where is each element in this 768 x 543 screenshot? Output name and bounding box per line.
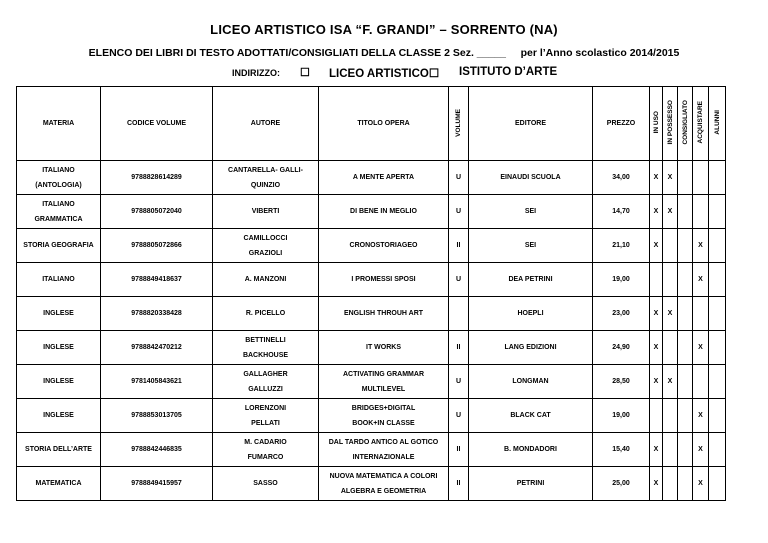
- cell-prezzo-text: 14,70: [612, 208, 630, 215]
- cell-alunni: [709, 263, 726, 297]
- cell-prezzo: [593, 161, 650, 195]
- cell-titolo: [319, 365, 449, 399]
- cell-autore-line: A. MANZONI: [244, 276, 287, 283]
- cell-autore-line: VIBERTI: [251, 208, 280, 215]
- cell-in-uso: [650, 195, 663, 229]
- cell-materia-line: INGLESE: [43, 344, 74, 351]
- cell-autore-line: QUINZIO: [250, 181, 281, 189]
- cell-titolo-line: ENGLISH THROUH ART: [343, 310, 424, 317]
- cell-autore: [213, 399, 319, 433]
- cell-materia: [17, 297, 101, 331]
- cell-editore-text: B. MONDADORI: [504, 446, 557, 453]
- cell-titolo: [319, 399, 449, 433]
- cell-editore-text: BLACK CAT: [510, 412, 551, 419]
- cell-acquistare: [693, 399, 709, 433]
- cell-titolo: [319, 467, 449, 501]
- cell-autore-line: CAMILLOCCI: [243, 234, 288, 242]
- cell-volume: [449, 433, 469, 467]
- table-row: [17, 467, 726, 501]
- cell-consigliato: [678, 467, 693, 501]
- cell-consigliato: [678, 263, 693, 297]
- column-header-in-possesso: IN POSSESSO: [663, 87, 678, 161]
- cell-editore-text: SEI: [524, 208, 537, 215]
- cell-volume: [449, 161, 469, 195]
- cell-acquistare: [693, 263, 709, 297]
- cell-autore-line: GALLUZZI: [248, 385, 283, 393]
- cell-codice: [101, 399, 213, 433]
- cell-codice-text: 9788828614289: [131, 174, 182, 181]
- cell-codice-text: 9788842470212: [131, 344, 182, 351]
- cell-materia-line: INGLESE: [43, 412, 74, 419]
- cell-editore-text: SEI: [524, 242, 537, 249]
- cell-prezzo: [593, 195, 650, 229]
- cell-prezzo-text: 19,00: [612, 412, 630, 419]
- cell-prezzo-text: 28,50: [612, 378, 630, 385]
- cell-in-possesso: [663, 467, 678, 501]
- cell-editore: [469, 433, 593, 467]
- cell-materia: [17, 331, 101, 365]
- cell-volume: [449, 229, 469, 263]
- cell-alunni: [709, 365, 726, 399]
- table-row: [17, 229, 726, 263]
- cell-titolo-line: CRONOSTORIAGEO: [349, 242, 418, 249]
- cell-consigliato: [678, 297, 693, 331]
- column-header-titolo: TITOLO OPERA: [319, 87, 449, 161]
- column-header-materia: MATERIA: [17, 87, 101, 161]
- cell-consigliato: [678, 195, 693, 229]
- cell-codice: [101, 467, 213, 501]
- cell-codice-text: 9788842446835: [131, 446, 182, 453]
- indirizzo-label: INDIRIZZO:: [232, 68, 280, 78]
- cell-codice: [101, 365, 213, 399]
- cell-titolo-line: BRIDGES+DIGITAL: [351, 404, 416, 412]
- column-header-volume: VOLUME: [449, 87, 469, 161]
- cell-editore: [469, 331, 593, 365]
- cell-prezzo-text: 15,40: [612, 446, 630, 453]
- books-table: [16, 86, 726, 501]
- cell-in-possesso-text: X: [667, 174, 673, 181]
- cell-titolo-line: ALGEBRA E GEOMETRIA: [340, 487, 427, 495]
- cell-in-possesso: [663, 399, 678, 433]
- cell-alunni: [709, 229, 726, 263]
- cell-in-possesso: [663, 331, 678, 365]
- document-subtitle: [0, 47, 768, 59]
- cell-codice-text: 9788805072866: [131, 242, 182, 249]
- cell-materia: [17, 467, 101, 501]
- cell-consigliato: [678, 331, 693, 365]
- cell-autore-line: BETTINELLI: [245, 336, 286, 344]
- cell-prezzo-text: 21,10: [612, 242, 630, 249]
- cell-in-uso-text: X: [653, 480, 659, 487]
- cell-alunni: [709, 161, 726, 195]
- cell-editore-text: PETRINI: [516, 480, 545, 487]
- cell-in-possesso: [663, 365, 678, 399]
- cell-in-uso: [650, 433, 663, 467]
- cell-consigliato: [678, 433, 693, 467]
- cell-autore: [213, 297, 319, 331]
- cell-materia: [17, 161, 101, 195]
- cell-prezzo: [593, 433, 650, 467]
- cell-autore: [213, 161, 319, 195]
- cell-editore: [469, 297, 593, 331]
- cell-titolo-line: IT WORKS: [366, 344, 401, 351]
- cell-editore-text: LANG EDIZIONI: [504, 344, 557, 351]
- cell-titolo-line: BOOK+IN CLASSE: [352, 419, 415, 427]
- cell-titolo: [319, 161, 449, 195]
- cell-materia: [17, 399, 101, 433]
- cell-titolo: [319, 297, 449, 331]
- cell-prezzo-text: 25,00: [612, 480, 630, 487]
- cell-acquistare-text: X: [698, 344, 703, 351]
- cell-autore: [213, 195, 319, 229]
- table-row: [17, 331, 726, 365]
- cell-materia-line: INGLESE: [43, 310, 74, 317]
- cell-editore-text: EINAUDI SCUOLA: [500, 174, 561, 181]
- cell-volume-text: U: [455, 276, 462, 283]
- cell-prezzo: [593, 399, 650, 433]
- cell-in-uso-text: X: [653, 344, 659, 351]
- cell-materia-line: ITALIANO: [42, 276, 75, 283]
- column-header-alunni: ALUNNI: [709, 87, 726, 161]
- cell-autore: [213, 433, 319, 467]
- cell-acquistare: [693, 195, 709, 229]
- cell-titolo-line: A MENTE APERTA: [352, 174, 415, 181]
- cell-in-uso: [650, 297, 663, 331]
- cell-editore: [469, 365, 593, 399]
- cell-in-uso-text: X: [653, 174, 659, 181]
- cell-codice-text: 9788853013705: [131, 412, 182, 419]
- cell-prezzo-text: 24,90: [612, 344, 630, 351]
- cell-editore-text: LONGMAN: [512, 378, 549, 385]
- cell-in-uso: [650, 161, 663, 195]
- cell-titolo-line: DAL TARDO ANTICO AL GOTICO: [328, 438, 439, 446]
- cell-acquistare: [693, 365, 709, 399]
- cell-codice: [101, 229, 213, 263]
- cell-in-uso-text: X: [653, 378, 659, 385]
- cell-in-uso: [650, 263, 663, 297]
- cell-acquistare: [693, 331, 709, 365]
- cell-codice-text: 9781405843621: [131, 378, 182, 385]
- cell-volume: [449, 297, 469, 331]
- cell-volume-text: U: [455, 412, 462, 419]
- cell-volume-text: II: [456, 242, 461, 249]
- cell-alunni: [709, 297, 726, 331]
- table-row: [17, 365, 726, 399]
- table-body: [17, 161, 726, 501]
- school-title: LICEO ARTISTICO ISA “F. GRANDI” – SORRENTO (NA): [210, 22, 558, 37]
- cell-volume: [449, 331, 469, 365]
- cell-prezzo: [593, 297, 650, 331]
- cell-prezzo: [593, 365, 650, 399]
- cell-materia: [17, 433, 101, 467]
- cell-in-possesso: [663, 161, 678, 195]
- cell-in-uso: [650, 467, 663, 501]
- cell-in-possesso-text: X: [667, 208, 673, 215]
- cell-alunni: [709, 195, 726, 229]
- cell-autore: [213, 365, 319, 399]
- cell-acquistare: [693, 433, 709, 467]
- table-row: [17, 399, 726, 433]
- cell-acquistare-text: X: [698, 480, 703, 487]
- cell-materia: [17, 195, 101, 229]
- cell-acquistare-text: X: [698, 446, 703, 453]
- cell-codice: [101, 195, 213, 229]
- cell-acquistare-text: X: [698, 242, 703, 249]
- cell-titolo-line: INTERNAZIONALE: [352, 453, 415, 461]
- cell-volume-text: II: [456, 344, 461, 351]
- table-header-row: [17, 87, 726, 161]
- cell-titolo: [319, 229, 449, 263]
- cell-in-possesso: [663, 433, 678, 467]
- cell-prezzo-text: 34,00: [612, 174, 630, 181]
- cell-in-possesso-text: X: [667, 378, 673, 385]
- column-header-in-uso: IN USO: [650, 87, 663, 161]
- cell-prezzo-text: 23,00: [612, 310, 630, 317]
- cell-editore: [469, 399, 593, 433]
- cell-codice-text: 9788805072040: [131, 208, 182, 215]
- table-row: [17, 161, 726, 195]
- cell-autore-line: FUMARCO: [247, 453, 284, 461]
- cell-autore: [213, 467, 319, 501]
- cell-acquistare-text: X: [698, 276, 703, 283]
- cell-acquistare: [693, 161, 709, 195]
- cell-titolo-line: NUOVA MATEMATICA A COLORI: [329, 472, 438, 480]
- cell-acquistare-text: X: [698, 412, 703, 419]
- cell-titolo: [319, 195, 449, 229]
- cell-titolo: [319, 331, 449, 365]
- cell-consigliato: [678, 229, 693, 263]
- column-header-codice: CODICE VOLUME: [101, 87, 213, 161]
- cell-in-uso: [650, 331, 663, 365]
- cell-materia-line: MATEMATICA: [35, 480, 82, 487]
- cell-autore-line: BACKHOUSE: [242, 351, 289, 359]
- cell-codice: [101, 297, 213, 331]
- cell-autore: [213, 331, 319, 365]
- cell-in-uso: [650, 399, 663, 433]
- cell-titolo-line: I PROMESSI SPOSI: [351, 276, 416, 283]
- checkbox-icon: ☐: [300, 67, 310, 79]
- cell-acquistare: [693, 467, 709, 501]
- cell-codice: [101, 331, 213, 365]
- cell-autore-line: LORENZONI: [244, 404, 287, 412]
- cell-editore: [469, 195, 593, 229]
- cell-volume: [449, 467, 469, 501]
- cell-volume-text: U: [455, 174, 462, 181]
- option-istituto-arte: ISTITUTO D’ARTE: [459, 66, 558, 78]
- cell-volume: [449, 195, 469, 229]
- cell-alunni: [709, 467, 726, 501]
- option-liceo-artistico: LICEO ARTISTICO☐: [329, 68, 440, 80]
- table-row: [17, 195, 726, 229]
- cell-editore: [469, 229, 593, 263]
- cell-in-uso: [650, 365, 663, 399]
- cell-autore-line: CANTARELLA- GALLI-: [228, 166, 303, 174]
- cell-alunni: [709, 331, 726, 365]
- cell-materia-line: ITALIANO: [42, 200, 75, 208]
- cell-editore-text: HOEPLI: [517, 310, 544, 317]
- cell-materia-line: GRAMMATICA: [34, 215, 83, 223]
- column-header-prezzo: PREZZO: [593, 87, 650, 161]
- cell-volume-text: II: [456, 446, 461, 453]
- table-row: [17, 433, 726, 467]
- cell-volume: [449, 263, 469, 297]
- table-row: [17, 263, 726, 297]
- cell-autore-line: GRAZIOLI: [248, 249, 283, 257]
- cell-acquistare: [693, 229, 709, 263]
- cell-codice-text: 9788820338428: [131, 310, 182, 317]
- cell-consigliato: [678, 161, 693, 195]
- cell-titolo-line: MULTILEVEL: [361, 385, 406, 393]
- cell-materia: [17, 365, 101, 399]
- column-header-editore: EDITORE: [469, 87, 593, 161]
- cell-titolo-line: DI BENE IN MEGLIO: [350, 208, 417, 215]
- cell-in-possesso: [663, 229, 678, 263]
- cell-materia-line: (ANTOLOGIA): [35, 181, 82, 189]
- cell-titolo-line: ACTIVATING GRAMMAR: [342, 370, 424, 378]
- cell-materia-line: STORIA DELL’ARTE: [25, 446, 92, 453]
- cell-in-uso: [650, 229, 663, 263]
- cell-materia-line: INGLESE: [43, 378, 74, 385]
- table-row: [17, 297, 726, 331]
- cell-prezzo: [593, 331, 650, 365]
- column-header-acquistare: ACQUISTARE: [693, 87, 709, 161]
- cell-autore: [213, 263, 319, 297]
- subtitle-school-year: per l’Anno scolastico 2014/2015: [520, 47, 680, 59]
- cell-consigliato: [678, 365, 693, 399]
- cell-acquistare: [693, 297, 709, 331]
- cell-volume: [449, 365, 469, 399]
- cell-in-possesso: [663, 297, 678, 331]
- cell-materia-line: ITALIANO: [42, 166, 75, 174]
- cell-codice: [101, 161, 213, 195]
- cell-materia: [17, 263, 101, 297]
- column-header-consigliato: CONSIGLIATO: [678, 87, 693, 161]
- cell-in-possesso: [663, 263, 678, 297]
- cell-alunni: [709, 399, 726, 433]
- cell-materia-line: STORIA GEOGRAFIA: [23, 242, 94, 249]
- cell-codice: [101, 433, 213, 467]
- cell-titolo: [319, 263, 449, 297]
- cell-in-uso-text: X: [653, 208, 659, 215]
- cell-autore-line: GALLAGHER: [243, 370, 288, 378]
- cell-codice-text: 9788849415957: [131, 480, 182, 487]
- cell-prezzo: [593, 467, 650, 501]
- cell-volume-text: U: [455, 378, 462, 385]
- cell-editore-text: DEA PETRINI: [508, 276, 553, 283]
- cell-in-uso-text: X: [653, 446, 659, 453]
- cell-volume-text: U: [455, 208, 462, 215]
- cell-editore: [469, 161, 593, 195]
- cell-alunni: [709, 433, 726, 467]
- cell-autore-line: M. CADARIO: [244, 438, 287, 446]
- cell-in-uso-text: X: [653, 242, 659, 249]
- cell-autore: [213, 229, 319, 263]
- cell-in-possesso: [663, 195, 678, 229]
- cell-codice-text: 9788849418637: [131, 276, 182, 283]
- cell-consigliato: [678, 399, 693, 433]
- cell-prezzo: [593, 229, 650, 263]
- column-header-autore: AUTORE: [213, 87, 319, 161]
- cell-autore-line: PELLATI: [251, 419, 280, 427]
- cell-autore-line: SASSO: [253, 480, 278, 487]
- cell-prezzo-text: 19,00: [612, 276, 630, 283]
- cell-volume: [449, 399, 469, 433]
- cell-editore: [469, 467, 593, 501]
- cell-in-possesso-text: X: [667, 310, 673, 317]
- cell-codice: [101, 263, 213, 297]
- cell-materia: [17, 229, 101, 263]
- cell-in-uso-text: X: [653, 310, 659, 317]
- cell-volume-text: II: [456, 480, 461, 487]
- cell-autore-line: R. PICELLO: [245, 310, 286, 317]
- cell-prezzo: [593, 263, 650, 297]
- cell-titolo: [319, 433, 449, 467]
- cell-editore: [469, 263, 593, 297]
- subtitle-list-class: ELENCO DEI LIBRI DI TESTO ADOTTATI/CONSIGLIATI DELLA CLASSE 2 Sez. _____: [88, 47, 506, 59]
